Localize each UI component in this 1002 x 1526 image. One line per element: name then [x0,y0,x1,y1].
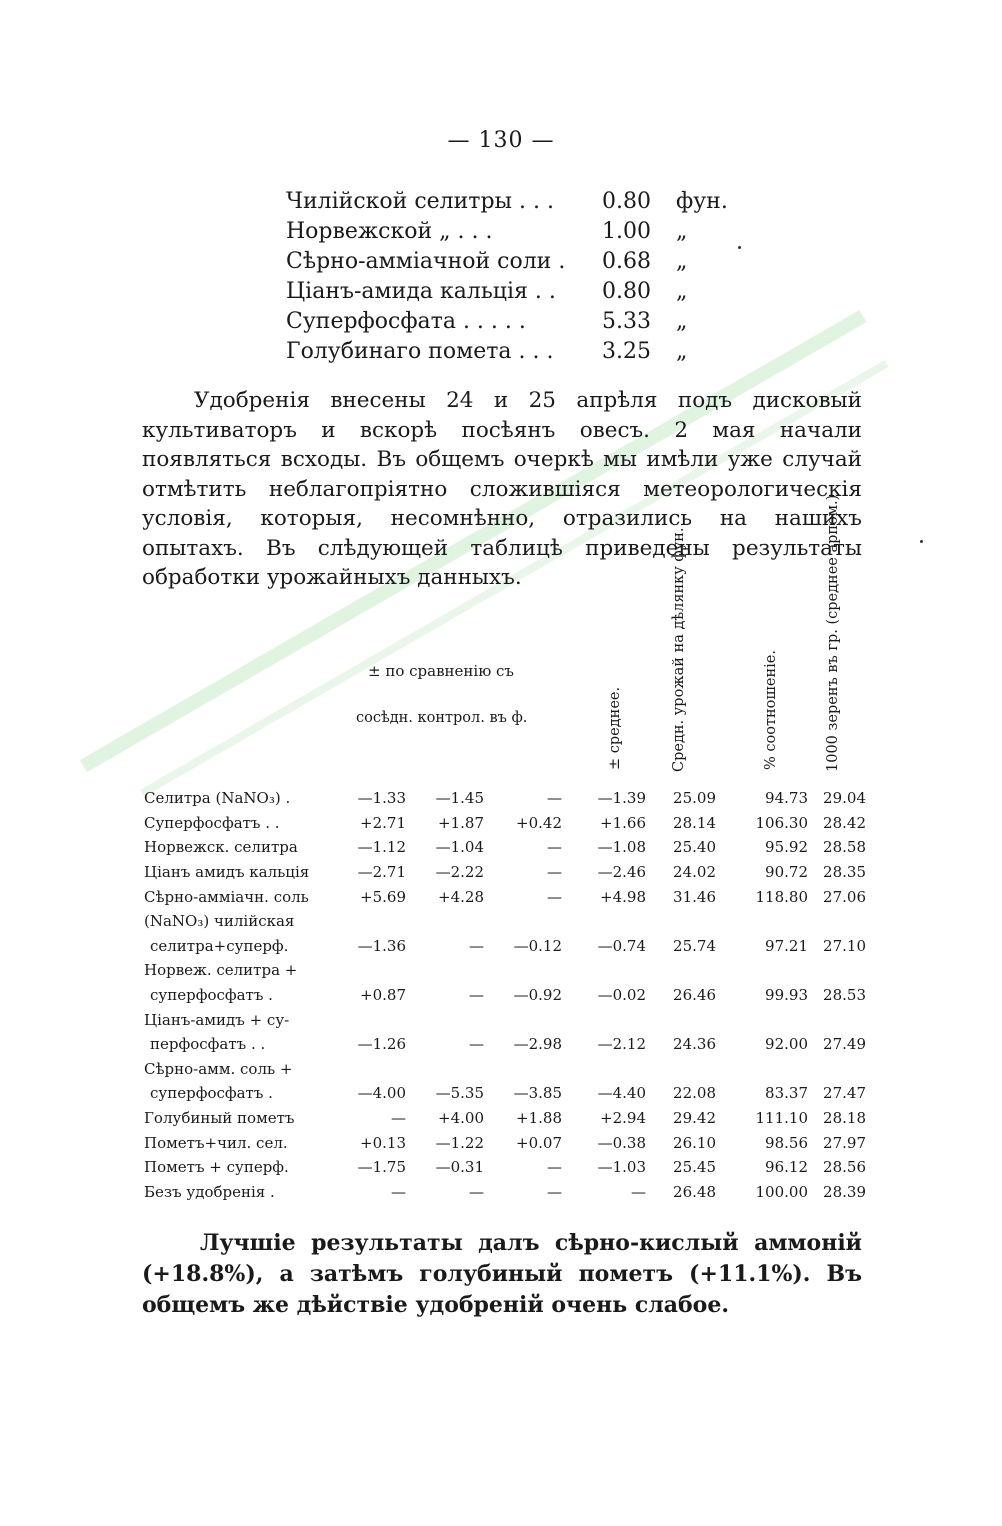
dose-name: Голубинаго помета . . . [286,338,554,364]
dose-value: 0.80 [602,278,651,304]
paragraph-conclusion: Лучшіе результаты далъ сѣрно-кислый аммоній (+18.8%), а затѣмъ голубиный пометъ (+11.1%). Въ общемъ же дѣйствіе удобреній очень слабое. [142,1230,862,1318]
cell-c5: 24.36 [673,1035,716,1054]
dose-unit: „ [676,278,688,304]
dose-unit: фун. [676,188,728,214]
table-row [144,1081,866,1106]
dose-unit: „ [676,338,688,364]
row-label: Суперфосфатъ . . [144,813,280,832]
cell-c5: 25.74 [673,936,716,955]
cell-c6: 98.56 [765,1133,808,1152]
cell-c4: —2.46 [597,863,646,882]
cell-c6: 96.12 [765,1158,808,1177]
table-row [144,884,866,909]
cell-c1: —1.36 [357,936,406,955]
table-row [144,1180,866,1205]
cell-c1: +0.13 [360,1133,406,1152]
dose-value: 3.25 [602,338,651,364]
cell-c6: 106.30 [755,813,808,832]
cell-c5: 25.09 [673,789,716,808]
cell-c7: 27.49 [823,1035,866,1054]
cell-c7: 27.06 [823,887,866,906]
row-label: Сѣрно-амм. соль + [144,1059,293,1078]
fertilizer-dose-list [286,186,728,366]
cell-c3: +0.42 [516,813,562,832]
cell-c5: 26.48 [673,1182,716,1201]
cell-c3: +0.07 [516,1133,562,1152]
table-row [144,983,866,1008]
cell-c4: +4.98 [600,887,646,906]
cell-c1: —1.33 [357,789,406,808]
cell-c4: —0.02 [597,986,646,1005]
cell-c6: 83.37 [765,1084,808,1103]
cell-c5: 26.46 [673,986,716,1005]
cell-c1: —2.71 [357,863,406,882]
cell-c3: —3.85 [513,1084,562,1103]
table-row [144,958,866,983]
cell-c6: 111.10 [755,1109,808,1128]
cell-c6: 95.92 [765,838,808,857]
dose-row [286,276,728,306]
row-label: суперфосфатъ . [150,986,273,1005]
cell-c2: —2.22 [435,863,484,882]
table-row [144,860,866,885]
cell-c4: —4.40 [597,1084,646,1103]
cell-c1: —1.12 [357,838,406,857]
header-yield: Средн. урожай на дѣлянку фун. [671,527,687,772]
cell-c7: 28.18 [823,1109,866,1128]
cell-c3: — [547,863,562,882]
row-label: Пометъ+чил. сел. [144,1133,288,1152]
dose-value: 0.80 [602,188,651,214]
cell-c6: 97.21 [765,936,808,955]
cell-c4: +2.94 [600,1109,646,1128]
table-row [144,1155,866,1180]
cell-c7: 27.10 [823,936,866,955]
row-label: (NaNO₃) чилійская [144,912,295,931]
table-row [144,1106,866,1131]
cell-c3: —0.92 [513,986,562,1005]
cell-c6: 90.72 [765,863,808,882]
header-ratio: % соотношеніе. [763,650,779,770]
cell-c2: —1.04 [435,838,484,857]
dose-row [286,186,728,216]
dose-row [286,216,728,246]
header-mean-diff: ± среднее. [607,686,623,770]
cell-c1: —1.75 [357,1158,406,1177]
row-label: Сѣрно-амміачн. соль [144,887,309,906]
cell-c7: 28.39 [823,1182,866,1201]
paragraph-application: Удобренія внесены 24 и 25 апрѣля подъ дисковый культиваторъ и вскорѣ посѣянъ овесъ. 2 мая начали появляться всходы. Въ общемъ очеркѣ мы имѣли уже случай отмѣтить неблагопріятно сложившіяся метеорологическія условія, которыя, несомнѣнно, отразились на нашихъ опытахъ. Въ слѣдующей таблицѣ приведены результаты обработки урожайныхъ данныхъ. [142,388,862,590]
table-row [144,786,866,811]
cell-c6: 100.00 [755,1182,808,1201]
cell-c1: +5.69 [360,887,406,906]
print-speck [920,540,923,543]
cell-c1: +2.71 [360,813,406,832]
dose-row [286,336,728,366]
row-label: Пометъ + суперф. [144,1158,289,1177]
dose-value: 1.00 [602,218,651,244]
table-row [144,934,866,959]
table-row [144,1032,866,1057]
cell-c6: 94.73 [765,789,808,808]
cell-c3: — [547,838,562,857]
cell-c6: 118.80 [755,887,808,906]
row-label: Ціанъ амидъ кальція [144,863,310,882]
cell-c5: 22.08 [673,1084,716,1103]
cell-c2: +4.28 [438,887,484,906]
dose-row [286,246,728,276]
cell-c2: — [469,986,484,1005]
cell-c2: +4.00 [438,1109,484,1128]
cell-c7: 28.58 [823,838,866,857]
cell-c1: — [391,1109,406,1128]
row-label: Голубиный пометъ [144,1109,295,1128]
cell-c2: — [469,936,484,955]
cell-c1: —1.26 [357,1035,406,1054]
row-label: Ціанъ-амидъ + су- [144,1010,290,1029]
cell-c7: 28.35 [823,863,866,882]
cell-c4: —0.38 [597,1133,646,1152]
cell-c2: —5.35 [435,1084,484,1103]
cell-c4: —1.39 [597,789,646,808]
header-sub-label: сосѣдн. контрол. въ ф. [356,710,528,726]
cell-c3: — [547,789,562,808]
dose-unit: „ [676,218,688,244]
cell-c7: 27.47 [823,1084,866,1103]
cell-c2: —0.31 [435,1158,484,1177]
row-label: Безъ удобренія . [144,1182,275,1201]
cell-c1: —4.00 [357,1084,406,1103]
row-label: селитра+суперф. [150,936,289,955]
results-table [144,786,866,1204]
page-number: — 130 — [447,128,555,153]
row-label: Норвеж. селитра + [144,961,298,980]
row-label: Норвежск. селитра [144,838,298,857]
cell-c5: 29.42 [673,1109,716,1128]
dose-name: Ціанъ-амида кальція . . [286,278,556,304]
row-label: Селитра (NaNO₃) . [144,789,291,808]
table-row [144,909,866,934]
cell-c6: 99.93 [765,986,808,1005]
cell-c4: —1.03 [597,1158,646,1177]
cell-c5: 25.45 [673,1158,716,1177]
cell-c3: — [547,1182,562,1201]
cell-c3: —0.12 [513,936,562,955]
table-row [144,1007,866,1032]
cell-c7: 28.56 [823,1158,866,1177]
dose-unit: „ [676,248,688,274]
dose-value: 0.68 [602,248,651,274]
cell-c5: 26.10 [673,1133,716,1152]
dose-value: 5.33 [602,308,651,334]
cell-c3: — [547,1158,562,1177]
table-row [144,1057,866,1082]
dose-unit: „ [676,308,688,334]
cell-c3: +1.88 [516,1109,562,1128]
table-row [144,1130,866,1155]
cell-c5: 24.02 [673,863,716,882]
cell-c5: 25.40 [673,838,716,857]
results-table-header [0,494,1002,785]
cell-c2: —1.45 [435,789,484,808]
dose-name: Чилійской селитры . . . [286,188,555,214]
cell-c6: 92.00 [765,1035,808,1054]
cell-c7: 29.04 [823,789,866,808]
cell-c4: +1.66 [600,813,646,832]
cell-c1: — [391,1182,406,1201]
table-row [144,811,866,836]
cell-c2: +1.87 [438,813,484,832]
cell-c2: — [469,1182,484,1201]
cell-c2: — [469,1035,484,1054]
print-speck [738,246,741,249]
header-grain-weight: 1000 зеренъ въ гр. (среднее арпом.) [825,494,841,772]
dose-name: Норвежской „ . . . [286,218,493,244]
cell-c2: —1.22 [435,1133,484,1152]
dose-row [286,306,728,336]
cell-c3: —2.98 [513,1035,562,1054]
cell-c4: —1.08 [597,838,646,857]
dose-name: Сѣрно-амміачной соли . [286,248,566,274]
cell-c4: — [631,1182,646,1201]
cell-c3: — [547,887,562,906]
cell-c4: —2.12 [597,1035,646,1054]
cell-c4: —0.74 [597,936,646,955]
cell-c5: 31.46 [673,887,716,906]
header-compare-label: ± по сравненію съ [368,662,514,680]
cell-c7: 27.97 [823,1133,866,1152]
cell-c1: +0.87 [360,986,406,1005]
cell-c7: 28.42 [823,813,866,832]
row-label: суперфосфатъ . [150,1084,273,1103]
cell-c7: 28.53 [823,986,866,1005]
row-label: перфосфатъ . . [150,1035,266,1054]
dose-name: Суперфосфата . . . . . [286,308,526,334]
cell-c5: 28.14 [673,813,716,832]
table-row [144,835,866,860]
